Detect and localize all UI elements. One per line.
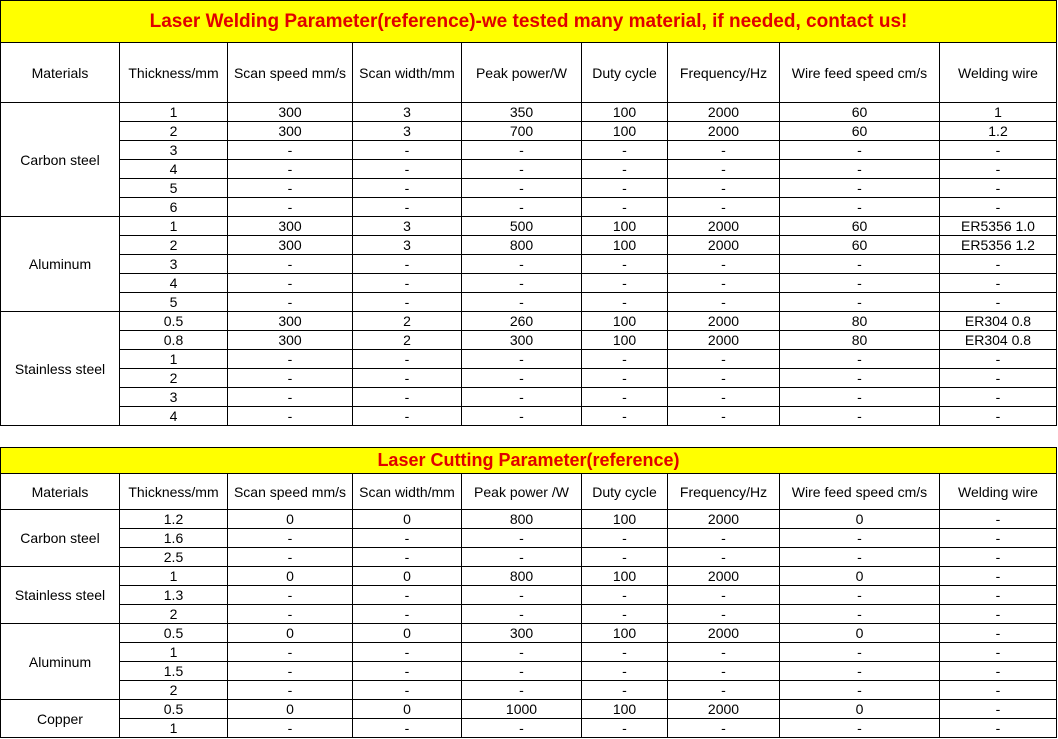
table-cell: - (668, 605, 780, 624)
table-cell: 5 (120, 179, 228, 198)
table-cell: - (228, 141, 353, 160)
table-cell: - (668, 548, 780, 567)
table-cell: - (353, 350, 462, 369)
table-cell: 100 (582, 103, 668, 122)
column-header: Materials (1, 474, 120, 510)
table-cell: - (228, 605, 353, 624)
table-cell: 2000 (668, 567, 780, 586)
table-cell: 1.2 (120, 510, 228, 529)
table-cell: - (940, 407, 1057, 426)
table-cell: - (353, 529, 462, 548)
table-cell: - (462, 643, 582, 662)
table-cell: - (582, 274, 668, 293)
table-cell: - (582, 293, 668, 312)
table-cell: - (582, 179, 668, 198)
table-cell: - (582, 388, 668, 407)
table-cell: - (940, 624, 1057, 643)
table-cell: - (668, 407, 780, 426)
table-cell: 3 (353, 236, 462, 255)
table-cell: 2.5 (120, 548, 228, 567)
table-cell: 60 (780, 122, 940, 141)
table-cell: 100 (582, 236, 668, 255)
table-cell: 1 (120, 103, 228, 122)
table-row (1, 407, 1057, 426)
table-cell: - (228, 255, 353, 274)
table-cell: 800 (462, 567, 582, 586)
table-cell: - (228, 388, 353, 407)
table-cell: - (940, 198, 1057, 217)
table-cell: - (353, 388, 462, 407)
table-cell: - (353, 662, 462, 681)
column-header: Frequency/Hz (668, 474, 780, 510)
column-header: Thickness/mm (120, 474, 228, 510)
table-cell: - (940, 369, 1057, 388)
table-cell: - (940, 160, 1057, 179)
table-cell: - (668, 293, 780, 312)
table-cell: ER5356 1.2 (940, 236, 1057, 255)
table-cell: 0 (353, 624, 462, 643)
table-cell: - (780, 293, 940, 312)
table-cell: 1.3 (120, 586, 228, 605)
column-header: Duty cycle (582, 43, 668, 103)
table-cell: 2000 (668, 331, 780, 350)
table-cell: - (353, 198, 462, 217)
table-row (1, 700, 1057, 719)
table-cell: 0 (353, 510, 462, 529)
material-cell: Carbon steel (1, 510, 120, 567)
table-separator (0, 429, 1058, 447)
table-cell: 2 (120, 236, 228, 255)
table-cell: - (940, 719, 1057, 738)
table-cell: - (940, 274, 1057, 293)
table-cell: - (668, 350, 780, 369)
table-cell: - (940, 548, 1057, 567)
table-cell: - (462, 293, 582, 312)
table-cell: - (582, 407, 668, 426)
table-cell: - (228, 719, 353, 738)
table-cell: - (940, 350, 1057, 369)
welding-title-row (1, 1, 1057, 43)
table-cell: - (582, 548, 668, 567)
table-cell: 100 (582, 217, 668, 236)
table-row (1, 312, 1057, 331)
table-cell: 2 (120, 605, 228, 624)
table-cell: - (780, 605, 940, 624)
table-cell: - (780, 274, 940, 293)
table-cell: - (668, 681, 780, 700)
table-row (1, 179, 1057, 198)
table-row (1, 529, 1057, 548)
table-row (1, 255, 1057, 274)
table-cell: - (353, 548, 462, 567)
table-cell: 1 (940, 103, 1057, 122)
table-row (1, 548, 1057, 567)
table-row (1, 236, 1057, 255)
table-cell: 0 (353, 700, 462, 719)
table-cell: 0.5 (120, 700, 228, 719)
table-cell: - (228, 179, 353, 198)
table-cell: 2000 (668, 217, 780, 236)
table-cell: - (668, 274, 780, 293)
table-cell: - (668, 662, 780, 681)
table-cell: 3 (353, 122, 462, 141)
table-row (1, 350, 1057, 369)
table-cell: - (668, 369, 780, 388)
table-cell: 0 (780, 624, 940, 643)
table-cell: - (940, 510, 1057, 529)
table-cell: 0 (780, 567, 940, 586)
table-cell: - (462, 141, 582, 160)
table-cell: 2 (353, 312, 462, 331)
table-cell: - (582, 160, 668, 179)
table-cell: - (462, 719, 582, 738)
table-cell: 3 (353, 217, 462, 236)
column-header: Materials (1, 43, 120, 103)
table-cell: - (668, 586, 780, 605)
table-cell: 100 (582, 700, 668, 719)
material-cell: Stainless steel (1, 312, 120, 426)
table-cell: - (462, 198, 582, 217)
column-header: Welding wire (940, 43, 1057, 103)
material-cell: Stainless steel (1, 567, 120, 624)
table-cell: 0 (228, 567, 353, 586)
table-row (1, 643, 1057, 662)
table-cell: 2000 (668, 312, 780, 331)
table-cell: 100 (582, 331, 668, 350)
table-cell: - (228, 643, 353, 662)
column-header: Scan width/mm (353, 43, 462, 103)
table-cell: - (462, 255, 582, 274)
table-cell: - (462, 662, 582, 681)
table-cell: - (462, 681, 582, 700)
column-header: Thickness/mm (120, 43, 228, 103)
table-cell: 1 (120, 350, 228, 369)
table-cell: 1 (120, 719, 228, 738)
table-row (1, 217, 1057, 236)
table-cell: - (780, 388, 940, 407)
table-cell: - (780, 681, 940, 700)
table-cell: - (228, 681, 353, 700)
table-row (1, 567, 1057, 586)
table-cell: ER304 0.8 (940, 331, 1057, 350)
material-cell: Copper (1, 700, 120, 738)
table-cell: 80 (780, 312, 940, 331)
column-header: Duty cycle (582, 474, 668, 510)
table-cell: - (353, 141, 462, 160)
cutting-parameter-table (0, 447, 1057, 738)
table-cell: - (353, 179, 462, 198)
table-cell: 0 (780, 700, 940, 719)
table-cell: 300 (228, 217, 353, 236)
table-cell: - (780, 369, 940, 388)
table-cell: 300 (228, 122, 353, 141)
table-cell: - (940, 567, 1057, 586)
table-cell: - (940, 141, 1057, 160)
table-row (1, 662, 1057, 681)
table-cell: 2000 (668, 103, 780, 122)
table-cell: - (582, 643, 668, 662)
table-cell: - (780, 529, 940, 548)
table-cell: - (582, 198, 668, 217)
table-cell: 300 (228, 331, 353, 350)
material-cell: Carbon steel (1, 103, 120, 217)
welding-title: Laser Welding Parameter(reference)-we tested many material, if needed, contact us! (1, 1, 1057, 43)
table-cell: - (582, 681, 668, 700)
table-cell: - (780, 407, 940, 426)
table-cell: 2000 (668, 624, 780, 643)
table-cell: - (940, 605, 1057, 624)
table-cell: - (462, 350, 582, 369)
column-header: Peak power /W (462, 474, 582, 510)
table-row (1, 369, 1057, 388)
table-cell: 100 (582, 624, 668, 643)
cutting-title-row (1, 448, 1057, 474)
table-row (1, 624, 1057, 643)
table-cell: - (462, 407, 582, 426)
table-cell: - (462, 605, 582, 624)
table-cell: - (582, 719, 668, 738)
table-cell: - (668, 719, 780, 738)
table-cell: - (582, 529, 668, 548)
table-row (1, 331, 1057, 350)
table-cell: 0.5 (120, 312, 228, 331)
table-cell: 4 (120, 160, 228, 179)
table-row (1, 160, 1057, 179)
table-cell: 60 (780, 217, 940, 236)
table-cell: 100 (582, 567, 668, 586)
table-cell: - (228, 662, 353, 681)
table-cell: 300 (228, 103, 353, 122)
table-cell: 60 (780, 236, 940, 255)
table-cell: - (582, 586, 668, 605)
table-cell: - (228, 548, 353, 567)
table-row (1, 141, 1057, 160)
table-row (1, 510, 1057, 529)
table-cell: - (462, 388, 582, 407)
table-cell: 3 (120, 388, 228, 407)
table-cell: - (668, 160, 780, 179)
table-cell: - (582, 255, 668, 274)
table-cell: 5 (120, 293, 228, 312)
table-cell: - (582, 605, 668, 624)
table-cell: 3 (120, 255, 228, 274)
table-cell: - (668, 643, 780, 662)
column-header: Wire feed speed cm/s (780, 43, 940, 103)
table-cell: - (228, 350, 353, 369)
table-cell: - (780, 255, 940, 274)
table-cell: - (780, 643, 940, 662)
table-cell: 1.6 (120, 529, 228, 548)
table-row (1, 198, 1057, 217)
table-cell: - (228, 529, 353, 548)
table-cell: - (940, 293, 1057, 312)
table-cell: 80 (780, 331, 940, 350)
table-cell: - (228, 274, 353, 293)
table-cell: 0.5 (120, 624, 228, 643)
table-cell: 300 (462, 624, 582, 643)
column-header: Frequency/Hz (668, 43, 780, 103)
table-cell: 100 (582, 510, 668, 529)
table-cell: 4 (120, 274, 228, 293)
table-cell: - (780, 719, 940, 738)
table-row (1, 719, 1057, 738)
table-cell: 1.2 (940, 122, 1057, 141)
table-cell: - (462, 586, 582, 605)
table-cell: 300 (228, 236, 353, 255)
table-cell: 1 (120, 643, 228, 662)
table-cell: 1.5 (120, 662, 228, 681)
table-cell: - (353, 719, 462, 738)
table-cell: 6 (120, 198, 228, 217)
table-cell: 2 (353, 331, 462, 350)
table-cell: - (940, 643, 1057, 662)
column-header: Welding wire (940, 474, 1057, 510)
table-cell: - (668, 179, 780, 198)
table-cell: - (780, 141, 940, 160)
table-row (1, 274, 1057, 293)
table-cell: - (353, 255, 462, 274)
cutting-title: Laser Cutting Parameter(reference) (1, 448, 1057, 474)
table-cell: - (582, 662, 668, 681)
table-cell: - (353, 407, 462, 426)
table-cell: - (462, 274, 582, 293)
table-row (1, 103, 1057, 122)
table-cell: - (940, 388, 1057, 407)
table-row (1, 605, 1057, 624)
table-row (1, 293, 1057, 312)
table-cell: - (462, 529, 582, 548)
table-cell: 100 (582, 312, 668, 331)
table-cell: 1000 (462, 700, 582, 719)
column-header: Wire feed speed cm/s (780, 474, 940, 510)
table-cell: 2000 (668, 236, 780, 255)
table-cell: - (940, 700, 1057, 719)
table-cell: 60 (780, 103, 940, 122)
table-cell: 0.8 (120, 331, 228, 350)
table-cell: 700 (462, 122, 582, 141)
table-cell: - (668, 388, 780, 407)
table-cell: 2000 (668, 700, 780, 719)
table-cell: 1 (120, 567, 228, 586)
table-cell: - (353, 643, 462, 662)
table-row (1, 586, 1057, 605)
table-cell: 0 (228, 624, 353, 643)
column-header: Scan speed mm/s (228, 43, 353, 103)
table-cell: - (353, 605, 462, 624)
table-cell: 800 (462, 236, 582, 255)
table-cell: - (780, 350, 940, 369)
table-cell: - (228, 407, 353, 426)
table-cell: - (780, 548, 940, 567)
table-cell: - (462, 369, 582, 388)
table-cell: 3 (353, 103, 462, 122)
table-cell: - (462, 160, 582, 179)
table-cell: - (940, 255, 1057, 274)
table-row (1, 388, 1057, 407)
table-cell: 2000 (668, 122, 780, 141)
table-cell: - (462, 179, 582, 198)
table-cell: - (780, 662, 940, 681)
table-cell: 3 (120, 141, 228, 160)
table-row (1, 681, 1057, 700)
header-row (1, 43, 1057, 103)
table-cell: - (668, 141, 780, 160)
table-cell: 0 (353, 567, 462, 586)
table-cell: - (353, 681, 462, 700)
table-cell: - (668, 529, 780, 548)
table-cell: 2000 (668, 510, 780, 529)
table-cell: 0 (228, 700, 353, 719)
table-cell: ER304 0.8 (940, 312, 1057, 331)
table-cell: - (353, 274, 462, 293)
table-cell: - (353, 586, 462, 605)
table-cell: - (780, 198, 940, 217)
table-cell: 500 (462, 217, 582, 236)
table-cell: 800 (462, 510, 582, 529)
table-cell: - (780, 179, 940, 198)
table-cell: 300 (462, 331, 582, 350)
table-cell: - (668, 198, 780, 217)
table-cell: 2 (120, 122, 228, 141)
table-cell: - (228, 198, 353, 217)
column-header: Scan width/mm (353, 474, 462, 510)
table-cell: - (940, 681, 1057, 700)
table-cell: - (228, 160, 353, 179)
table-cell: - (582, 369, 668, 388)
table-row (1, 122, 1057, 141)
table-cell: - (940, 662, 1057, 681)
table-cell: - (582, 141, 668, 160)
table-cell: 4 (120, 407, 228, 426)
column-header: Scan speed mm/s (228, 474, 353, 510)
table-cell: 100 (582, 122, 668, 141)
table-cell: - (940, 586, 1057, 605)
table-cell: - (353, 369, 462, 388)
table-cell: - (228, 293, 353, 312)
table-cell: 0 (228, 510, 353, 529)
table-cell: 300 (228, 312, 353, 331)
table-cell: - (668, 255, 780, 274)
table-cell: - (353, 160, 462, 179)
table-cell: - (780, 586, 940, 605)
table-cell: 2 (120, 369, 228, 388)
table-cell: - (228, 369, 353, 388)
table-cell: ER5356 1.0 (940, 217, 1057, 236)
table-cell: 1 (120, 217, 228, 236)
table-cell: - (780, 160, 940, 179)
table-cell: - (353, 293, 462, 312)
table-cell: - (462, 548, 582, 567)
table-cell: 0 (780, 510, 940, 529)
table-cell: 350 (462, 103, 582, 122)
table-cell: 260 (462, 312, 582, 331)
table-cell: 2 (120, 681, 228, 700)
material-cell: Aluminum (1, 217, 120, 312)
table-cell: - (582, 350, 668, 369)
material-cell: Aluminum (1, 624, 120, 700)
header-row (1, 474, 1057, 510)
table-cell: - (228, 586, 353, 605)
column-header: Peak power/W (462, 43, 582, 103)
table-cell: - (940, 529, 1057, 548)
table-cell: - (940, 179, 1057, 198)
